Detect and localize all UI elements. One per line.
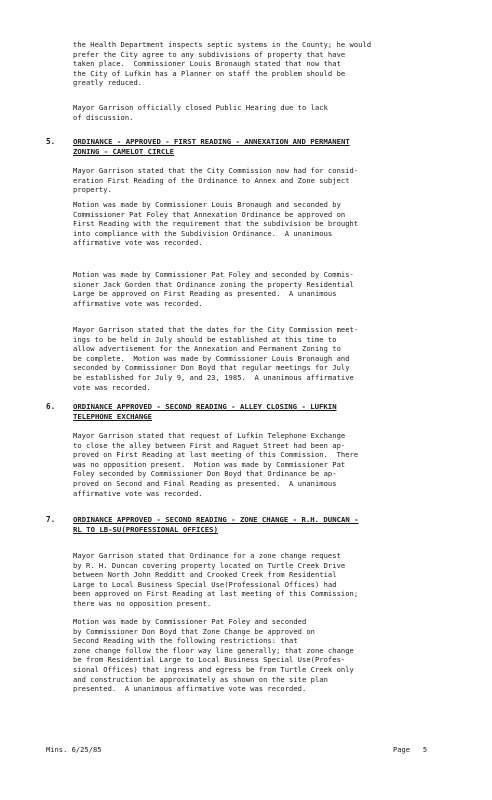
item-number-6: 6. <box>46 402 56 411</box>
item-6-heading: ORDINANCE APPROVED - SECOND READING - ALLEY CLOSING - LUFKIN TELEPHONE EXCHANGE <box>73 402 337 421</box>
paragraph-zone-change-motion: Motion was made by Commissioner Pat Foley and seconded by Commissioner Don Boyd that Zone Change be approved on Second Reading with the following restrictions: that zone change follow the floor way line generally; that zone change be from Residential Large to Local Business Special Use(Profes- sional Offices) that ingress and egress be from Turtle Creek only and construction be approximately as shown on the site plan presented. A unanimous affirmative vote was recorded. <box>73 617 354 694</box>
paragraph-meeting-dates: Mayor Garrison stated that the dates for the City Commission meet- ings to be held in July should be established at this time to allow advertisement for the Annexation and Permanent Zoning to be complete. Motion was made by Commissioner Louis Bronaugh and seconded by Commissioner Don Boyd that regular meetings for July be established for July 9, and 23, 1985. A unanimous affirmative vote was recorded. <box>73 325 359 392</box>
paragraph-septic-systems: the Health Department inspects septic systems in the County; he would prefer the City agree to any subdivisions of property that have taken place. Commissioner Louis Bronaugh stated that now that the City of Lufkin has a Planner on staff the problem should be greatly reduced. <box>73 40 372 88</box>
paragraph-annexation-motion: Motion was made by Commissioner Louis Bronaugh and seconded by Commissioner Pat Foley that Annexation Ordinance be approved on First Reading with the requirement that the subdivision be brought into compliance with the Subdivision Ordinance. A unanimous affirmative vote was recorded. <box>73 200 359 248</box>
paragraph-public-hearing-closed: Mayor Garrison officially closed Public Hearing due to lack of discussion. <box>73 103 328 122</box>
item-number-7: 7. <box>46 515 56 524</box>
item-7-heading: ORDINANCE APPROVED - SECOND READING - ZONE CHANGE - R.H. DUNCAN - RL TO LB-SU(PROFESSIONAL OFFICES) <box>73 515 359 534</box>
footer-page-number: Page 5 <box>393 745 428 754</box>
item-5-heading: ORDINANCE - APPROVED - FIRST READING - ANNEXATION AND PERMANENT ZONING - CAMELOT CIRCLE <box>73 137 350 156</box>
paragraph-alley-closing: Mayor Garrison stated that request of Lufkin Telephone Exchange to close the alley between First and Raguet Street had been ap- proved on First Reading at last meeting of this Commission. There was no opposition present. Motion was made by Commissioner Pat Foley seconded by Commissioner Don Boyd that Ordinance be ap- proved on Second and Final Reading as presented. A unanimous affirmative vote was recorded. <box>73 431 359 498</box>
paragraph-zoning-motion: Motion was made by Commissioner Pat Foley and seconded by Commis- sioner Jack Gorden that Ordinance zoning the property Residential Large be approved on First Reading as presented. A unanimous affirmative vote was recorded. <box>73 270 354 308</box>
paragraph-annex-first-reading: Mayor Garrison stated that the City Commission now had for consid- eration First Reading of the Ordinance to Annex and Zone subject property. <box>73 166 359 195</box>
paragraph-zone-change-request: Mayor Garrison stated that Ordinance for a zone change request by R. H. Duncan covering property located on Turtle Creek Drive between North John Redditt and Crooked Creek from Residential Large to Local Business Special Use(Professional Offices) had been approved on First Reading at last meeting of this Commission; there was no opposition present. <box>73 551 359 608</box>
item-number-5: 5. <box>46 137 56 146</box>
footer-minutes-date: Mins. 6/25/85 <box>46 745 102 754</box>
